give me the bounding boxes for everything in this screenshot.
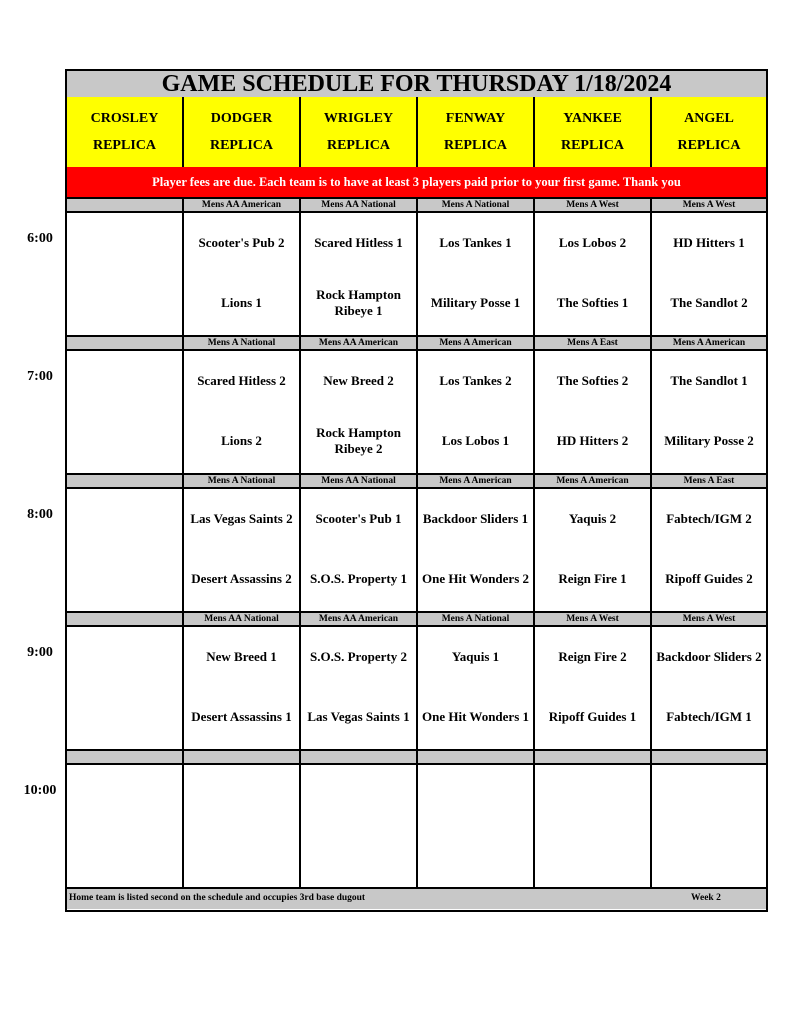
field-name: DODGER — [210, 111, 273, 126]
away-team — [123, 627, 127, 687]
away-team: Reign Fire 2 — [558, 649, 627, 664]
away-team: Los Tankes 2 — [439, 373, 512, 388]
home-team: S.O.S. Property 1 — [310, 571, 407, 586]
game-cell — [418, 765, 535, 887]
division-row — [67, 335, 766, 351]
division-label: Mens A National — [184, 337, 301, 349]
game-cell — [67, 627, 184, 749]
division-row — [67, 473, 766, 489]
division-label — [184, 751, 301, 763]
game-cell — [535, 351, 652, 473]
division-label — [652, 751, 766, 763]
field-sub: REPLICA — [560, 138, 624, 153]
game-cell — [535, 489, 652, 611]
field-name: WRIGLEY — [323, 111, 394, 126]
field-header — [652, 97, 766, 167]
home-team: Rock Hampton Ribeye 2 — [316, 425, 401, 456]
game-cell — [652, 489, 766, 611]
away-team — [591, 765, 595, 825]
division-label — [67, 475, 184, 487]
away-team: S.O.S. Property 2 — [310, 649, 407, 664]
division-label: Mens AA American — [301, 337, 418, 349]
game-cell — [184, 351, 301, 473]
field-name: FENWAY — [445, 111, 506, 126]
game-cell — [652, 351, 766, 473]
field-sub: REPLICA — [326, 138, 390, 153]
division-label: Mens A National — [418, 613, 535, 625]
home-team — [474, 825, 478, 885]
schedule-title: GAME SCHEDULE FOR THURSDAY 1/18/2024 — [67, 71, 766, 99]
home-team: Ripoff Guides 1 — [548, 709, 637, 724]
home-team: Rock Hampton Ribeye 1 — [316, 287, 401, 318]
home-team: Fabtech/IGM 1 — [666, 709, 752, 724]
division-label — [67, 751, 184, 763]
away-team: HD Hitters 1 — [673, 235, 745, 250]
division-label: Mens AA American — [184, 199, 301, 211]
field-sub: REPLICA — [443, 138, 507, 153]
division-label: Mens A American — [535, 475, 652, 487]
game-cell — [535, 627, 652, 749]
home-team: Desert Assassins 1 — [191, 709, 292, 724]
division-label: Mens A American — [418, 475, 535, 487]
away-team: Scooter's Pub 2 — [198, 235, 285, 250]
home-team: HD Hitters 2 — [556, 433, 629, 448]
game-cell — [652, 213, 766, 335]
away-team: New Breed 2 — [323, 373, 394, 388]
home-team: Los Lobos 1 — [441, 433, 510, 448]
home-team — [123, 549, 127, 609]
away-team: The Sandlot 1 — [670, 373, 748, 388]
home-team: Ripoff Guides 2 — [665, 571, 753, 586]
game-row — [67, 489, 766, 611]
division-label — [535, 751, 652, 763]
away-team: Los Lobos 2 — [558, 235, 627, 250]
game-cell — [418, 627, 535, 749]
game-cell — [418, 489, 535, 611]
field-header — [418, 97, 535, 167]
home-team — [123, 273, 127, 333]
game-cell — [184, 213, 301, 335]
field-header-row — [67, 97, 766, 169]
division-row — [67, 749, 766, 765]
game-cell — [652, 627, 766, 749]
home-team — [591, 825, 595, 885]
division-label — [67, 337, 184, 349]
division-label: Mens A East — [683, 476, 735, 486]
home-team: Desert Assassins 2 — [191, 571, 292, 586]
division-label: Mens AA National — [301, 475, 418, 487]
game-cell — [67, 489, 184, 611]
footer-note: Home team is listed second on the schedule and occupies 3rd base dugout — [69, 893, 366, 903]
home-team: Lions 2 — [221, 433, 262, 448]
away-team: Fabtech/IGM 2 — [666, 511, 752, 526]
division-label: Mens A National — [418, 199, 535, 211]
field-sub: REPLICA — [209, 138, 273, 153]
division-label: Mens A National — [184, 475, 301, 487]
field-sub: REPLICA — [677, 138, 741, 153]
field-header — [535, 97, 652, 167]
game-cell — [184, 489, 301, 611]
game-cell — [301, 489, 418, 611]
division-label: Mens AA National — [184, 613, 301, 625]
division-label: Mens AA American — [301, 613, 418, 625]
away-team — [357, 765, 361, 825]
game-cell — [301, 765, 418, 887]
field-header — [184, 97, 301, 167]
game-cell — [652, 765, 766, 887]
division-label — [418, 751, 535, 763]
home-team — [123, 825, 127, 885]
away-team: New Breed 1 — [206, 649, 277, 664]
time-label: 9:00 — [27, 645, 53, 660]
away-team: Yaquis 1 — [451, 649, 500, 664]
away-team: Scared Hitless 1 — [314, 235, 403, 250]
home-team — [123, 687, 127, 747]
division-label: Mens A American — [418, 337, 535, 349]
game-row — [67, 627, 766, 749]
game-cell — [418, 351, 535, 473]
time-label: 8:00 — [27, 507, 53, 522]
field-name: CROSLEY — [90, 111, 159, 126]
game-cell — [67, 765, 184, 887]
division-label — [67, 199, 184, 211]
away-team — [123, 351, 127, 411]
away-team: Los Tankes 1 — [439, 235, 512, 250]
schedule-sheet — [65, 69, 768, 912]
time-label: 10:00 — [23, 783, 57, 798]
away-team — [240, 765, 244, 825]
division-label: Mens A West — [535, 613, 652, 625]
division-label: Mens A American — [672, 338, 746, 348]
time-label: 7:00 — [27, 369, 53, 384]
fee-notice: Player fees are due. Each team is to have at least 3 players paid prior to your first game. Thank you — [67, 167, 766, 199]
away-team — [123, 213, 127, 273]
game-cell — [301, 351, 418, 473]
home-team — [707, 825, 711, 885]
field-header — [67, 97, 184, 167]
away-team — [123, 489, 127, 549]
home-team — [357, 825, 361, 885]
away-team: Backdoor Sliders 2 — [656, 649, 762, 664]
home-team: Reign Fire 1 — [558, 571, 627, 586]
game-cell — [418, 213, 535, 335]
division-row — [67, 611, 766, 627]
field-name: ANGEL — [684, 111, 734, 126]
field-header — [301, 97, 418, 167]
away-team: Backdoor Sliders 1 — [422, 511, 529, 526]
home-team: Military Posse 1 — [430, 295, 521, 310]
home-team — [240, 825, 244, 885]
division-label: Mens A West — [535, 199, 652, 211]
game-cell — [535, 765, 652, 887]
division-row — [67, 197, 766, 213]
home-team: Las Vegas Saints 1 — [307, 709, 410, 724]
away-team — [123, 765, 127, 825]
home-team: Military Posse 2 — [664, 433, 754, 448]
game-cell — [67, 213, 184, 335]
division-label — [67, 613, 184, 625]
footer-week: Week 2 — [691, 893, 721, 903]
schedule-footer — [67, 887, 766, 909]
home-team: One Hit Wonders 2 — [421, 571, 530, 586]
division-label — [301, 751, 418, 763]
game-row — [67, 765, 766, 887]
away-team — [707, 765, 711, 825]
home-team — [123, 411, 127, 471]
home-team: The Softies 1 — [556, 295, 629, 310]
game-cell — [67, 351, 184, 473]
away-team: Yaquis 2 — [568, 511, 617, 526]
game-cell — [301, 627, 418, 749]
field-sub: REPLICA — [92, 138, 156, 153]
game-cell — [301, 213, 418, 335]
division-label: Mens A West — [682, 200, 736, 210]
division-label: Mens A East — [535, 337, 652, 349]
away-team: Scooter's Pub 1 — [315, 511, 402, 526]
time-label: 6:00 — [27, 231, 53, 246]
away-team: Las Vegas Saints 2 — [190, 511, 293, 526]
game-cell — [535, 213, 652, 335]
away-team: Scared Hitless 2 — [197, 373, 286, 388]
away-team: The Softies 2 — [556, 373, 629, 388]
game-row — [67, 213, 766, 335]
away-team — [474, 765, 478, 825]
home-team: Lions 1 — [221, 295, 262, 310]
division-label: Mens AA National — [301, 199, 418, 211]
game-cell — [184, 765, 301, 887]
game-cell — [184, 627, 301, 749]
game-row — [67, 351, 766, 473]
home-team: The Sandlot 2 — [670, 295, 748, 310]
field-name: YANKEE — [563, 111, 622, 126]
division-label: Mens A West — [682, 614, 736, 624]
home-team: One Hit Wonders 1 — [421, 709, 530, 724]
